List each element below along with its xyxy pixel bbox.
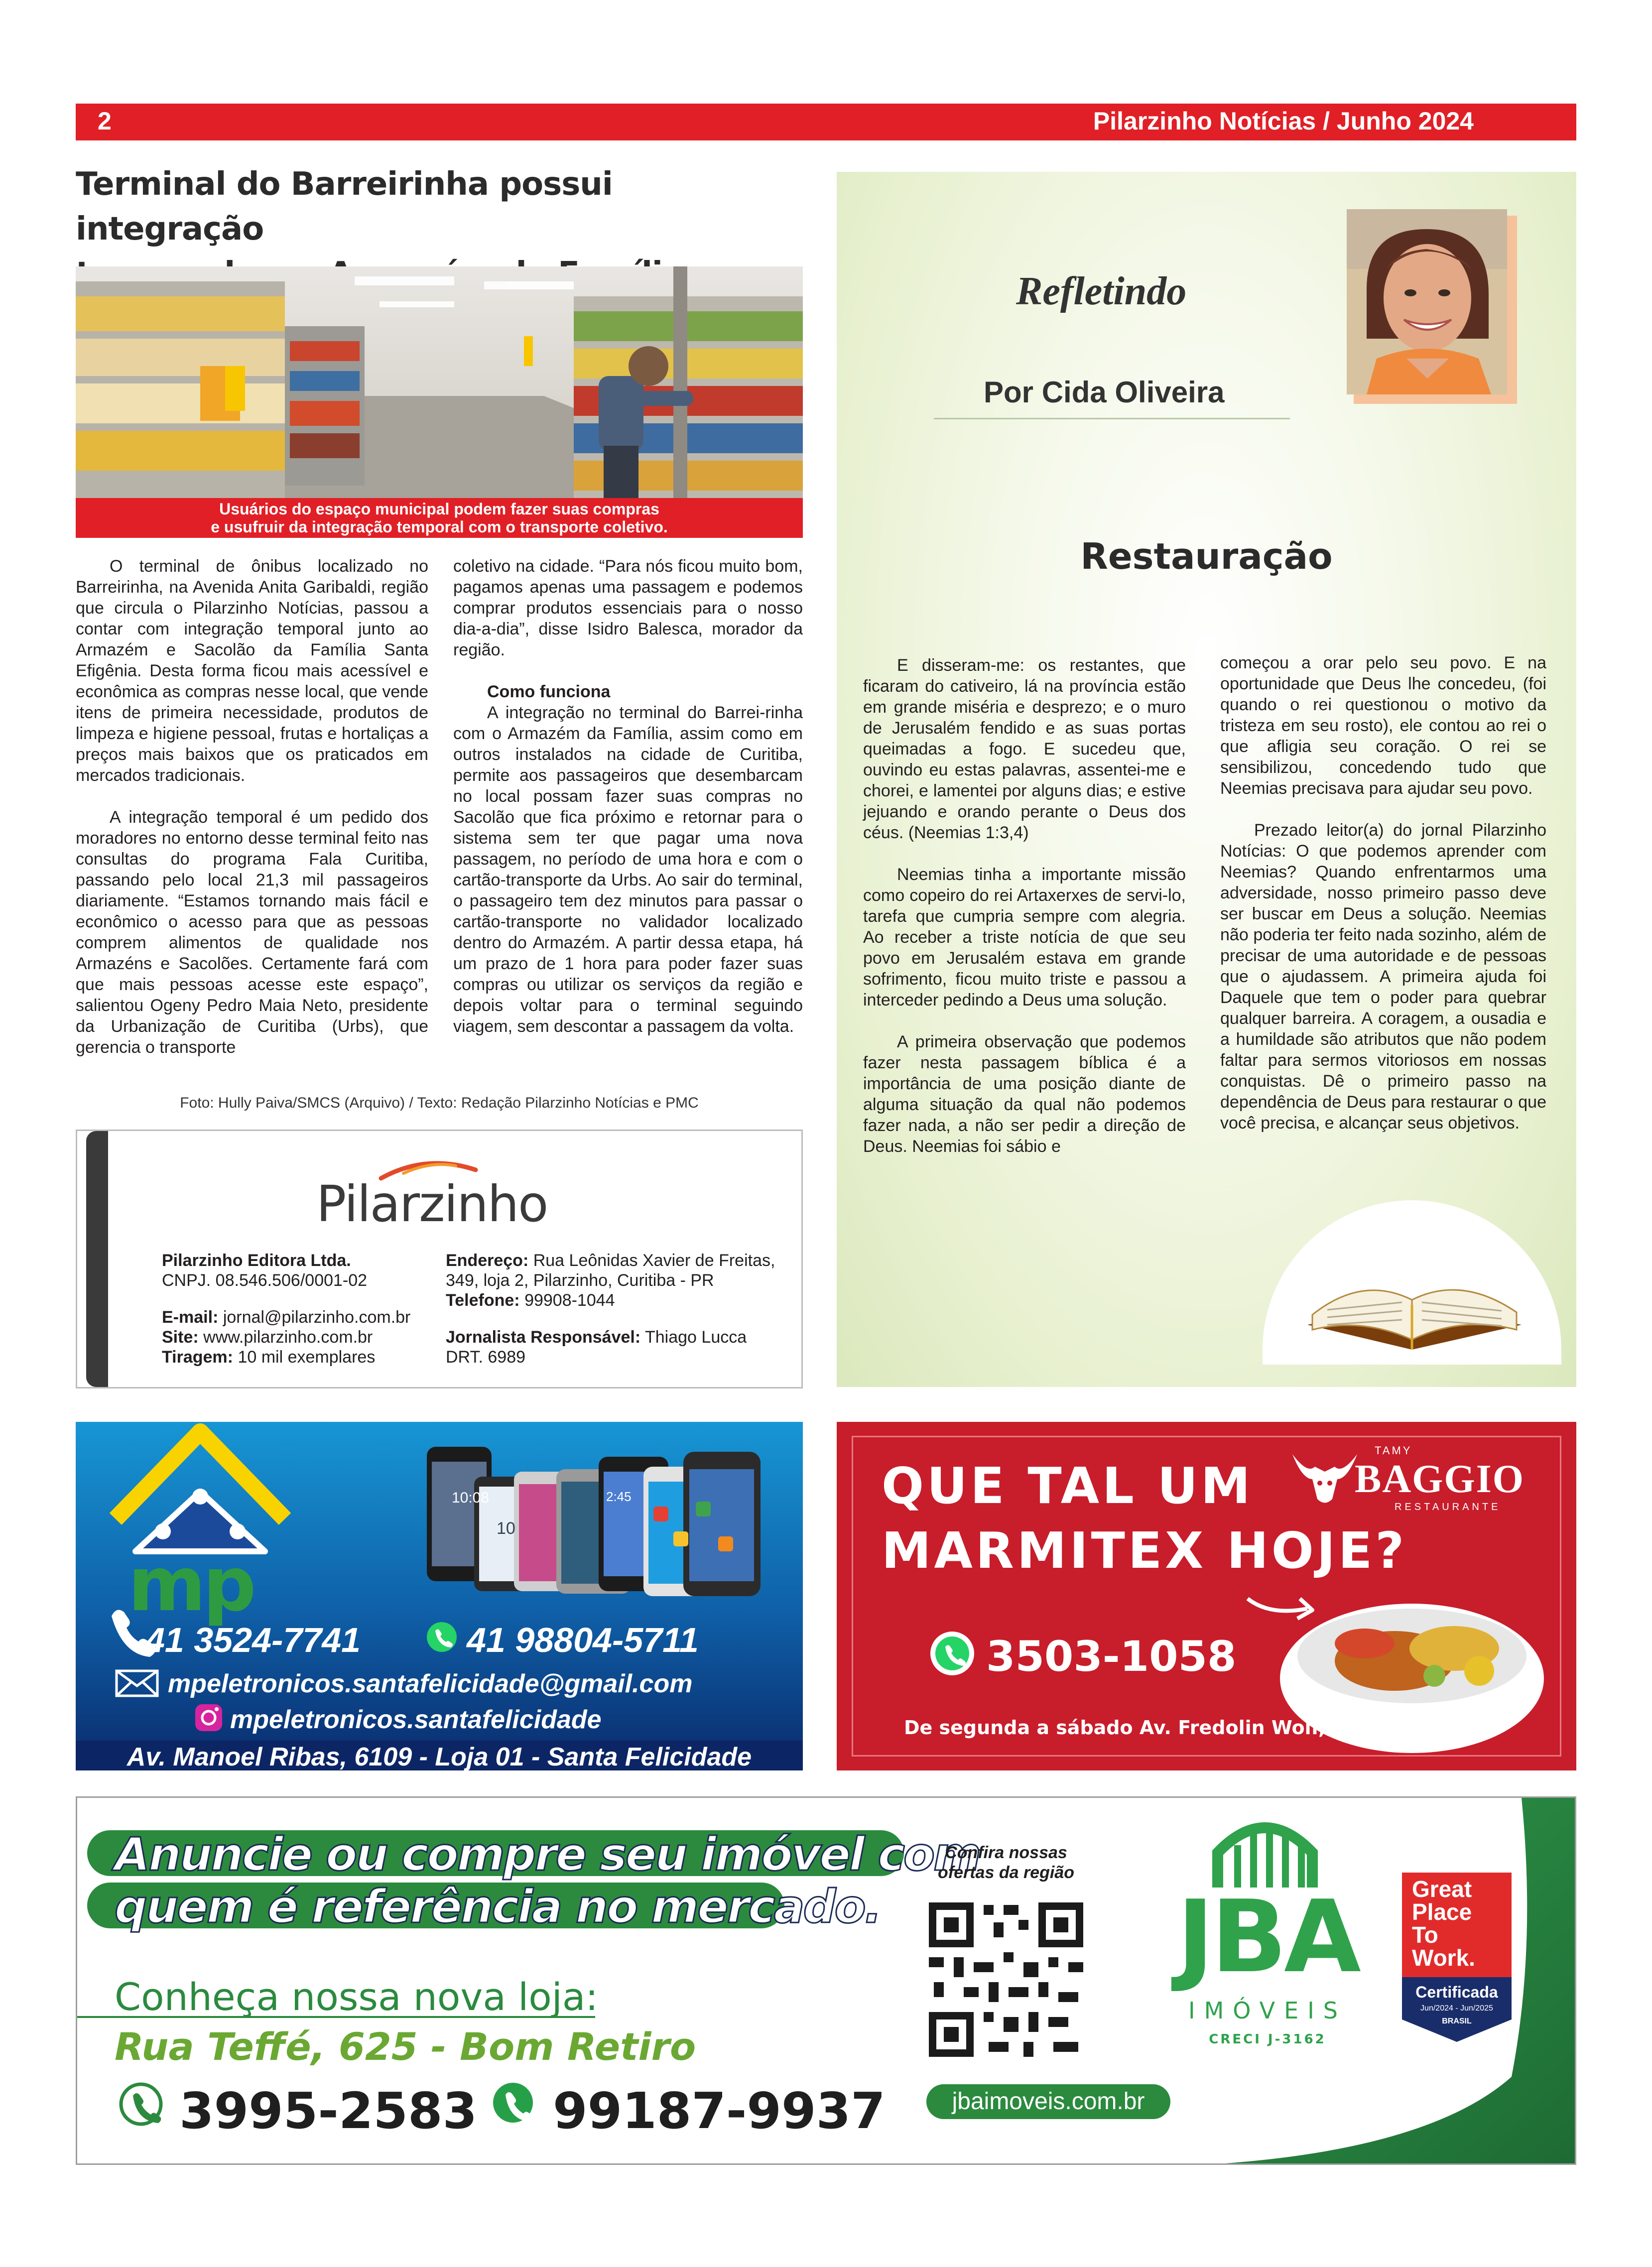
- baggio-brand-top: TAMY: [1375, 1444, 1412, 1457]
- editorial-left-block: [162, 1251, 410, 1367]
- ad-jba-imoveis[interactable]: [76, 1796, 1576, 2165]
- editorial-side-bar: [86, 1131, 108, 1387]
- jba-qr-caption: [924, 1843, 1088, 1883]
- section-label: Refletindo: [1016, 269, 1187, 313]
- email-link[interactable]: jornal@pilarzinho.com.br: [223, 1308, 411, 1327]
- reflect-paragraph: Neemias tinha a importante missão como copeiro do rei Artaxerxes de servi-lo, tarefa que cumpria sempre com alegria. Ao receber a triste notícia de que seu povo em Jerusalém estava em grande sofrimento, ficou muito triste e passou a interceder pedindo a Deus uma solução.: [863, 865, 1186, 1009]
- ad-mp-eletronicos[interactable]: [76, 1422, 803, 1770]
- article-column-1: [76, 556, 428, 1079]
- gptw-badge-text: [1412, 1878, 1475, 1969]
- author-portrait: [1347, 209, 1507, 394]
- gptw-line-1: Great: [1412, 1876, 1472, 1902]
- photo-caption: [76, 498, 803, 538]
- mp-address: Av. Manoel Ribas, 6109 - Loja 01 - Santa Felicidade: [127, 1743, 752, 1770]
- jba-brand: JBA: [1177, 1879, 1358, 1995]
- caption-line-1: Usuários do espaço municipal podem fazer suas compras: [219, 500, 659, 518]
- gptw-country: BRASIL: [1442, 2017, 1472, 2025]
- baggio-headline-1: QUE TAL UM: [882, 1457, 1254, 1515]
- editorial-box: [76, 1130, 803, 1388]
- address-line-2: 349, loja 2, Pilarzinho, Curitiba - PR: [446, 1271, 714, 1290]
- mp-email[interactable]: mpeletronicos.santafelicidade@gmail.com: [168, 1669, 693, 1698]
- phone-line: Telefone: 99908-1044: [446, 1291, 615, 1310]
- logo-wordmark: Pilarzinho: [316, 1175, 548, 1233]
- site-link[interactable]: www.pilarzinho.com.br: [203, 1328, 373, 1347]
- page-header-bar: [76, 104, 1576, 140]
- reflect-paragraph: A primeira observação que podemos fazer nesta passagem bíblica é a importância de uma posição diante de alguma situação da qual não podemos fazer nada, a não ser pedir a direção de Deus. Neemias foi sábio e: [863, 1032, 1186, 1156]
- photo-credit: Foto: Hully Paiva/SMCS (Arquivo) / Texto: Redação Pilarzinho Notícias e PMC: [180, 1095, 699, 1111]
- supermarket-illustration: [76, 266, 803, 501]
- phone-screen-clock: 10:08: [452, 1490, 490, 1506]
- reflect-paragraph: começou a orar pelo seu povo. E na oportunidade que Deus lhe concedeu, (foi quando o rei questionou o motivo da tristeza em seu rosto), ele contou ao rei o que afligia seu coração. O rei se sensibilizou, concedendo tudo que Neemias precisava para ajudar seu povo.: [1220, 653, 1546, 798]
- site-line: Site: www.pilarzinho.com.br: [162, 1328, 373, 1347]
- jba-headline-2: quem é referência no mercado.: [115, 1880, 881, 1933]
- reflect-column-2: [1220, 652, 1546, 1154]
- page-number: 2: [98, 107, 112, 135]
- pilarzinho-logo: [316, 1151, 548, 1233]
- baggio-headline-2: MARMITEX HOJE?: [882, 1521, 1407, 1580]
- mp-phone-landline[interactable]: 41 3524-7741: [145, 1621, 361, 1659]
- baggio-brand-sub: RESTAURANTE: [1395, 1502, 1501, 1512]
- jba-store-label: Conheça nossa nova loja:: [115, 1975, 599, 2019]
- jba-store-address: Rua Teffé, 625 - Bom Retiro: [115, 2024, 696, 2069]
- bible-dome: [1263, 1200, 1561, 1365]
- email-line: E-mail: jornal@pilarzinho.com.br: [162, 1308, 411, 1327]
- gptw-line-3: To: [1412, 1922, 1438, 1948]
- qr-caption-line-2: ofertas da região: [938, 1863, 1074, 1882]
- column-author: Por Cida Oliveira: [984, 376, 1225, 409]
- tiragem-line: Tiragem: 10 mil exemplares: [162, 1348, 376, 1367]
- masthead-title: Pilarzinho Notícias / Junho 2024: [1093, 107, 1474, 135]
- baggio-phone[interactable]: 3503-1058: [986, 1632, 1237, 1681]
- headline-line-1: Terminal do Barreirinha possui integração: [76, 166, 613, 248]
- mp-instagram[interactable]: mpeletronicos.santafelicidade: [230, 1705, 602, 1734]
- ad-baggio-restaurante[interactable]: [837, 1422, 1576, 1770]
- article-paragraph: A integração no terminal do Barrei-rinha com o Armazém da Família, assim como em outros instalados na cidade de Curitiba, permite aos passageiros que desembarcam no local possam fazer suas compras no Sacolão que fica próximo e retornar para o sistema sem ter que pagar uma nova passagem, no período de uma hora e com o cartão-transporte da Urbs. Ao sair do terminal, o passageiro tem dez minutos para passar o cartão-transporte no validador localizado dentro do Armazém. A partir dessa etapa, há um prazo de 1 hora para poder fazer suas compras ou utilizar os serviços da região e depois voltar para o terminal seguindo viagem, sem descontar a passagem da volta.: [453, 703, 803, 1036]
- article-paragraph: coletivo na cidade. “Para nós ficou muito bom, pagamos apenas uma passagem e podemos comprar produtos essenciais para o nosso dia-a-dia”, disse Isidro Balesca, morador da região.: [453, 557, 803, 659]
- phone-screen-clock-3: 2:45: [606, 1489, 632, 1504]
- gptw-line-2: Place: [1412, 1899, 1472, 1925]
- article-subheading: Como funciona: [487, 682, 611, 701]
- supermarket-photo: [76, 266, 803, 501]
- caption-line-2: e usufruir da integração temporal com o transporte coletivo.: [211, 518, 668, 536]
- gptw-certified: Certificada: [1415, 1983, 1498, 2001]
- article-column-2: [453, 556, 803, 1058]
- reflect-column-1: [863, 655, 1186, 1178]
- column-title: Restauração: [1080, 535, 1333, 577]
- jba-headline-1: Anuncie ou compre seu imóvel com: [115, 1828, 980, 1881]
- jba-brand-sub: IMÓVEIS: [1188, 1997, 1347, 2024]
- company-name: Pilarzinho Editora Ltda.: [162, 1251, 351, 1270]
- baggio-footer: De segunda a sábado Av. Fredolin Wolf, 524: [904, 1717, 1372, 1739]
- address-line: Endereço: Rua Leônidas Xavier de Freitas,: [446, 1251, 775, 1270]
- refletindo-column: [837, 172, 1576, 1387]
- jba-phone-whatsapp[interactable]: 99187-9937: [553, 2082, 886, 2140]
- reflect-paragraph: Prezado leitor(a) do jornal Pilarzinho Notícias: O que podemos aprender com Neemias? Quando enfrentarmos uma adversidade, nosso primeiro passo deve ser buscar em Deus a solução. Neemias não poderia ter feito nada sozinho, além de precisar de uma autoridade e de pessoas que o ajudassem. A primeira ajuda foi Daquele que tem o poder para quebrar qualquer barreira. A coragem, a ousadia e a humildade são atributos que não podem faltar para sermos vitoriosos em nossas conquistas. Dê o primeiro passo na dependência de Deus para restaurar o que você precisa, e alcançar seus objetivos.: [1220, 821, 1546, 1133]
- jba-phone-landline[interactable]: 3995-2583: [179, 2082, 478, 2140]
- jba-site-link[interactable]: jbaimoveis.com.br: [952, 2088, 1145, 2115]
- editorial-right-block: [446, 1251, 794, 1367]
- reflect-paragraph: E disseram-me: os restantes, que ficaram do cativeiro, lá na província estão em grande miséria e desprezo; e o muro de Jerusalém fendido e as suas portas queimadas a fogo. E sucedeu que, ouvindo eu estas palavras, assentei-me e chorei, e lamentei por alguns dias; e estive jejuando e orando perante o Deus dos céus. (Neemias 1:3,4): [863, 656, 1186, 842]
- gptw-period: Jun/2024 - Jun/2025: [1420, 2004, 1493, 2013]
- gptw-line-4: Work.: [1412, 1945, 1475, 1971]
- article-paragraph: O terminal de ônibus localizado no Barreirinha, na Avenida Anita Garibaldi, região que circula o Pilarzinho Notícias, passou a contar com integração temporal junto ao Armazém e Sacolão da Família Santa Efigênia. Desta forma ficou mais acessível e econômica as compras nesse local, que vende itens de primeira necessidade, produtos de limpeza e higiene pessoal, frutas e hortaliças a preços mais baixos que os praticados em mercados tradicionais.: [76, 557, 428, 785]
- mp-phone-whatsapp[interactable]: 41 98804-5711: [467, 1621, 699, 1659]
- phone-screen-clock-2: 10: [497, 1519, 515, 1538]
- author-divider: [934, 418, 1290, 419]
- journalist-drt: DRT. 6989: [446, 1348, 526, 1367]
- qr-caption-line-1: Confira nossas: [945, 1843, 1067, 1862]
- article-paragraph: A integração temporal é um pedido dos moradores no entorno desse terminal feito nas consultas do programa Fala Curitiba, passando pelo local 21,3 mil passageiros diariamente. “Estamos tornando mais fácil e econômico o acesso para que as pessoas comprem alimentos de qualidade nos Armazéns e Sacolões. Certamente fará com que mais pessoas acesse este espaço”, salientou Ogeny Pedro Maia Neto, presidente da Urbanização de Curitiba (Urbs), que gerencia o transporte: [76, 808, 428, 1057]
- journalist-line: Jornalista Responsável: Thiago Lucca: [446, 1328, 747, 1347]
- company-cnpj: CNPJ. 08.546.506/0001-02: [162, 1271, 368, 1290]
- mp-logo-text: mp: [128, 1541, 254, 1628]
- jba-creci: CRECI J-3162: [1209, 2032, 1326, 2047]
- baggio-brand: BAGGIO: [1355, 1457, 1525, 1501]
- open-bible-icon: [1263, 1200, 1561, 1365]
- author-portrait-illustration: [1347, 209, 1507, 394]
